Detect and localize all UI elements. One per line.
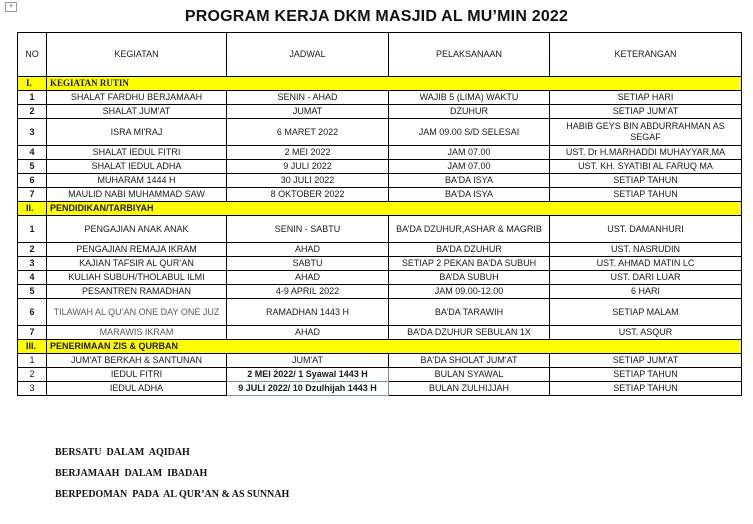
cell-no: 1 <box>18 216 47 243</box>
cell-keterangan: SETIAP JUM'AT <box>550 105 742 119</box>
cell-jadwal: SENIN - SABTU <box>227 216 389 243</box>
cell-no: 3 <box>18 119 47 146</box>
cell-pelaksanaan: BULAN ZULHIJJAH <box>389 382 550 396</box>
cell-keterangan: UST. KH. SYATIBI AL FARUQ MA <box>550 160 742 174</box>
motto-line: BERSATU DALAM AQIDAH <box>55 447 190 458</box>
cell-kegiatan: MAULID NABI MUHAMMAD SAW <box>47 188 227 202</box>
cell-jadwal: 30 JULI 2022 <box>227 174 389 188</box>
cell-pelaksanaan: DZUHUR <box>389 105 550 119</box>
cell-pelaksanaan: JAM 09.00 S/D SELESAI <box>389 119 550 146</box>
cell-keterangan: UST. ASQUR <box>550 326 742 340</box>
cell-no: 4 <box>18 271 47 285</box>
cell-no: 5 <box>18 160 47 174</box>
table-row <box>18 216 742 243</box>
table-row <box>18 299 742 326</box>
page-title: PROGRAM KERJA DKM MASJID AL MU’MIN 2022 <box>184 8 569 25</box>
table-row <box>18 174 742 188</box>
table-row <box>18 382 742 396</box>
section-number: II. <box>18 202 47 216</box>
cell-pelaksanaan: JAM 07.00 <box>389 160 550 174</box>
cell-jadwal: 2 MEI 2022 <box>227 146 389 160</box>
cell-pelaksanaan: BA'DA ISYA <box>389 174 550 188</box>
cell-keterangan: SETIAP TAHUN <box>550 188 742 202</box>
table-header-row <box>18 33 742 77</box>
section-row-kegiatan-rutin <box>18 77 742 91</box>
table-anchor-icon[interactable]: + <box>5 2 17 12</box>
cell-kegiatan: KAJIAN TAFSIR AL QUR’AN <box>47 257 227 271</box>
cell-keterangan: UST. NASRUDIN <box>550 243 742 257</box>
section-label: PENERIMAAN ZIS & QURBAN <box>47 340 742 354</box>
cell-no: 3 <box>18 382 47 396</box>
section-row-penerimaan-zis <box>18 340 742 354</box>
cell-no: 6 <box>18 299 47 326</box>
cell-kegiatan: TILAWAH AL QU’AN ONE DAY ONE JUZ <box>47 299 227 326</box>
table-row <box>18 119 742 146</box>
cell-kegiatan: IEDUL ADHA <box>47 382 227 396</box>
cell-jadwal: SENIN - AHAD <box>227 91 389 105</box>
section-number: III. <box>18 340 47 354</box>
program-table <box>17 32 742 396</box>
cell-no: 7 <box>18 188 47 202</box>
table-row <box>18 257 742 271</box>
cell-pelaksanaan: BA’DA DZUHUR SEBULAN 1X <box>389 326 550 340</box>
cell-no: 6 <box>18 174 47 188</box>
cell-jadwal: 9 JULI 2022/ 10 Dzulhijah 1443 H <box>227 382 389 396</box>
motto-line: BERJAMAAH DALAM IBADAH <box>55 468 208 479</box>
cell-jadwal: SABTU <box>227 257 389 271</box>
section-label: KEGIATAN RUTIN <box>47 77 742 91</box>
cell-kegiatan: MUHARAM 1444 H <box>47 174 227 188</box>
cell-jadwal: 9 JULI 2022 <box>227 160 389 174</box>
cell-kegiatan: PESANTREN RAMADHAN <box>47 285 227 299</box>
cell-no: 2 <box>18 105 47 119</box>
cell-jadwal: AHAD <box>227 326 389 340</box>
cell-keterangan: SETIAP TAHUN <box>550 174 742 188</box>
cell-kegiatan: SHALAT JUM'AT <box>47 105 227 119</box>
table-row <box>18 160 742 174</box>
cell-kegiatan: MARAWIS IKRAM <box>47 326 227 340</box>
cell-pelaksanaan: JAM 09.00-12.00 <box>389 285 550 299</box>
cell-jadwal: 8 OKTOBER 2022 <box>227 188 389 202</box>
cell-pelaksanaan: BA’DA SUBUH <box>389 271 550 285</box>
cell-jadwal: RAMADHAN 1443 H <box>227 299 389 326</box>
header-keterangan: KETERANGAN <box>550 33 742 77</box>
table-row <box>18 285 742 299</box>
cell-keterangan: HABIB GEYS BIN ABDURRAHMAN AS SEGAF <box>550 119 742 146</box>
cell-keterangan: SETIAP TAHUN <box>550 382 742 396</box>
cell-kegiatan: SHALAT IEDUL ADHA <box>47 160 227 174</box>
cell-jadwal: 4-9 APRIL 2022 <box>227 285 389 299</box>
cell-kegiatan: ISRA MI'RAJ <box>47 119 227 146</box>
table-row <box>18 91 742 105</box>
section-label: PENDIDIKAN/TARBIYAH <box>47 202 742 216</box>
cell-keterangan: UST. DARI LUAR <box>550 271 742 285</box>
section-row-pendidikan <box>18 202 742 216</box>
cell-kegiatan: KULIAH SUBUH/THOLABUL ILMI <box>47 271 227 285</box>
cell-pelaksanaan: BA'DA SHOLAT JUM'AT <box>389 354 550 368</box>
cell-jadwal: JUM'AT <box>227 354 389 368</box>
cell-pelaksanaan: BA'DA ISYA <box>389 188 550 202</box>
cell-keterangan: SETIAP HARI <box>550 91 742 105</box>
table-row <box>18 326 742 340</box>
header-kegiatan: KEGIATAN <box>47 33 227 77</box>
cell-pelaksanaan: BA’DA TARAWIH <box>389 299 550 326</box>
cell-pelaksanaan: JAM 07.00 <box>389 146 550 160</box>
cell-keterangan: 6 HARI <box>550 285 742 299</box>
table-row <box>18 354 742 368</box>
mottos <box>55 447 289 510</box>
cell-kegiatan: IEDUL FITRI <box>47 368 227 382</box>
table-row <box>18 271 742 285</box>
table-row <box>18 368 742 382</box>
cell-keterangan: UST. Dr H.MARHADDI MUHAYYAR.MA <box>550 146 742 160</box>
cell-no: 1 <box>18 354 47 368</box>
cell-jadwal: JUMAT <box>227 105 389 119</box>
cell-jadwal: AHAD <box>227 243 389 257</box>
cell-keterangan: UST. AHMAD MATIN LC <box>550 257 742 271</box>
cell-pelaksanaan: WAJIB 5 (LIMA) WAKTU <box>389 91 550 105</box>
cell-keterangan: SETIAP TAHUN <box>550 368 742 382</box>
table-row <box>18 188 742 202</box>
cell-pelaksanaan: BA’DA DZUHUR,ASHAR & MAGRIB <box>389 216 550 243</box>
header-jadwal: JADWAL <box>227 33 389 77</box>
cell-kegiatan: PENGAJIAN REMAJA IKRAM <box>47 243 227 257</box>
cell-keterangan: SETIAP JUM'AT <box>550 354 742 368</box>
cell-jadwal: AHAD <box>227 271 389 285</box>
cell-jadwal: 6 MARET 2022 <box>227 119 389 146</box>
cell-no: 3 <box>18 257 47 271</box>
table-row <box>18 105 742 119</box>
cell-no: 5 <box>18 285 47 299</box>
header-pelaksanaan: PELAKSANAAN <box>389 33 550 77</box>
cell-kegiatan: SHALAT IEDUL FITRI <box>47 146 227 160</box>
cell-no: 4 <box>18 146 47 160</box>
cell-no: 1 <box>18 91 47 105</box>
table-row <box>18 243 742 257</box>
motto-line: BERPEDOMAN PADA AL QUR’AN & AS SUNNAH <box>55 489 290 500</box>
cell-pelaksanaan: SETIAP 2 PEKAN BA’DA SUBUH <box>389 257 550 271</box>
cell-no: 7 <box>18 326 47 340</box>
cell-kegiatan: PENGAJIAN ANAK ANAK <box>47 216 227 243</box>
cell-pelaksanaan: BA’DA DZUHUR <box>389 243 550 257</box>
cell-kegiatan: SHALAT FARDHU BERJAMAAH <box>47 91 227 105</box>
cell-keterangan: SETIAP MALAM <box>550 299 742 326</box>
table-row <box>18 146 742 160</box>
cell-no: 2 <box>18 243 47 257</box>
cell-pelaksanaan: BULAN SYAWAL <box>389 368 550 382</box>
cell-no: 2 <box>18 368 47 382</box>
cell-keterangan: UST. DAMANHURI <box>550 216 742 243</box>
cell-kegiatan: JUM'AT BERKAH & SANTUNAN <box>47 354 227 368</box>
section-number: I. <box>18 77 47 91</box>
header-no: NO <box>18 33 47 77</box>
cell-jadwal: 2 MEI 2022/ 1 Syawal 1443 H <box>227 368 389 382</box>
